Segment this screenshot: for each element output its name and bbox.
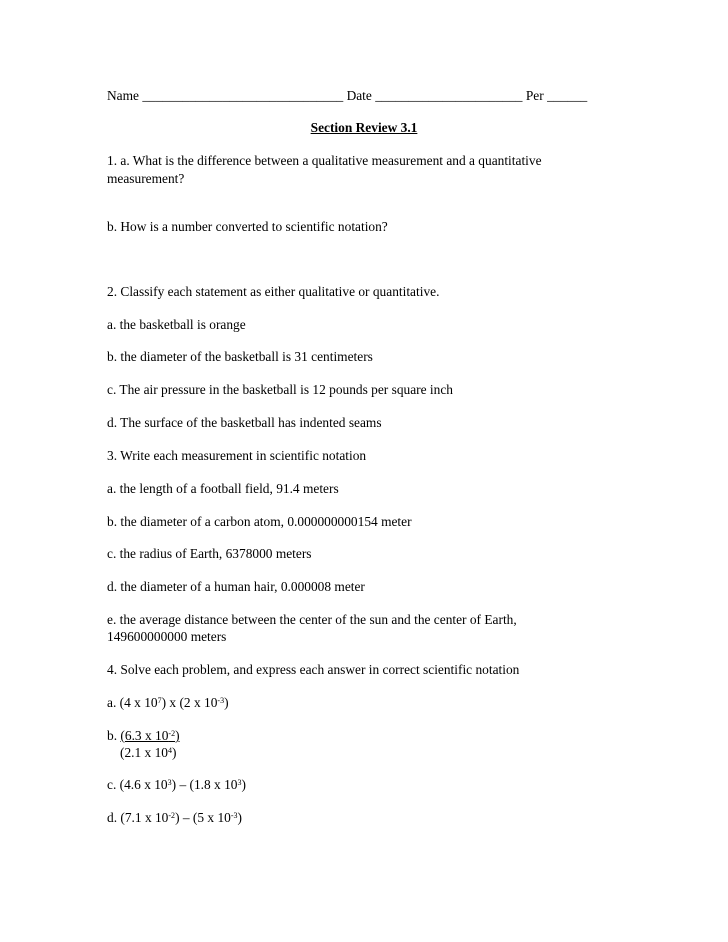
q3-item-b: b. the diameter of a carbon atom, 0.000000000154 meter — [107, 514, 412, 529]
q4c-exp1: 3 — [167, 778, 172, 787]
q3-item-d: d. the diameter of a human hair, 0.000008 meter — [107, 579, 365, 594]
q4a-operator: x — [169, 695, 177, 710]
q3-item-e-line1: e. the average distance between the center of the sun and the center of Earth, — [107, 612, 517, 627]
q3-item-c: c. the radius of Earth, 6378000 meters — [107, 546, 312, 561]
q4c-operator: – — [179, 777, 187, 792]
q1b: b. How is a number converted to scientific notation? — [107, 219, 388, 234]
q4-item-a: a. (4 x $10^7$) x (2 x $10^{-3}$) — [107, 695, 229, 710]
q3-prompt: 3. Write each measurement in scientific notation — [107, 448, 367, 463]
q2-item-d: d. The surface of the basketball has indented seams — [107, 415, 382, 430]
q4b-label: b. — [107, 728, 118, 743]
q4-item-c: c. (4.6 x $10^3) - (1.8$ x $10^3$) — [107, 777, 246, 792]
per-label: Per — [525, 88, 544, 103]
name-label: Name — [107, 88, 139, 103]
q4a-label: a. — [107, 695, 117, 710]
q4b-denominator: 2.1 x 10 — [124, 745, 168, 760]
q2-item-a: a. the basketball is orange — [107, 317, 246, 332]
q4d-exp2: -3 — [230, 811, 238, 820]
q4a-mantissa1: 4 x 10 — [124, 695, 158, 710]
date-blank[interactable]: ______________________ — [375, 88, 523, 103]
q4-prompt: 4. Solve each problem, and express each answer in correct scientific notation — [107, 662, 520, 677]
q4c-mantissa2: 1.8 x 10 — [193, 777, 238, 792]
header-line — [107, 88, 587, 104]
q4-item-b-denominator: (2.1 x $10^4$) — [120, 745, 177, 760]
q4d-mantissa2: 5 x 10 — [197, 810, 231, 825]
q2-item-c: c. The air pressure in the basketball is 12 pounds per square inch — [107, 382, 453, 397]
q4-item-d: d. (7.1 x $10^{-2}) - (5$ x $10^{-3}$) — [107, 810, 243, 825]
per-blank[interactable]: ______ — [547, 88, 588, 103]
q3-item-a: a. the length of a football field, 91.4 meters — [107, 481, 339, 496]
name-blank[interactable]: ______________________________ — [142, 88, 344, 103]
q4b-numerator-exp: -2 — [168, 729, 176, 738]
q3-item-e-line2: 149600000000 meters — [107, 629, 227, 644]
q4d-exp1: -2 — [168, 811, 176, 820]
q4c-label: c. — [107, 777, 117, 792]
date-label: Date — [346, 88, 372, 103]
q4d-mantissa1: 7.1 x 10 — [124, 810, 169, 825]
q2-prompt: 2. Classify each statement as either qualitative or quantitative. — [107, 284, 440, 299]
q4a-exp1: 7 — [157, 696, 162, 705]
q4b-denominator-exp: 4 — [168, 746, 172, 755]
q4c-exp2: 3 — [237, 778, 242, 787]
section-title: Section Review 3.1 — [310, 120, 418, 135]
q4a-mantissa2: 2 x 10 — [183, 695, 218, 710]
q4d-operator: – — [182, 810, 190, 825]
q4a-exp2: -3 — [217, 696, 225, 705]
q1a-line2: measurement? — [107, 171, 185, 186]
q4d-label: d. — [107, 810, 118, 825]
q4c-mantissa1: 4.6 x 10 — [124, 777, 168, 792]
q2-item-b: b. the diameter of the basketball is 31 centimeters — [107, 349, 373, 364]
q1a-line1: 1. a. What is the difference between a qualitative measurement and a quantitative — [107, 153, 542, 168]
q4-item-b-numerator: b. (6.3 x $10^{-2}$) — [107, 728, 180, 743]
q4b-numerator: 6.3 x 10 — [124, 728, 169, 743]
